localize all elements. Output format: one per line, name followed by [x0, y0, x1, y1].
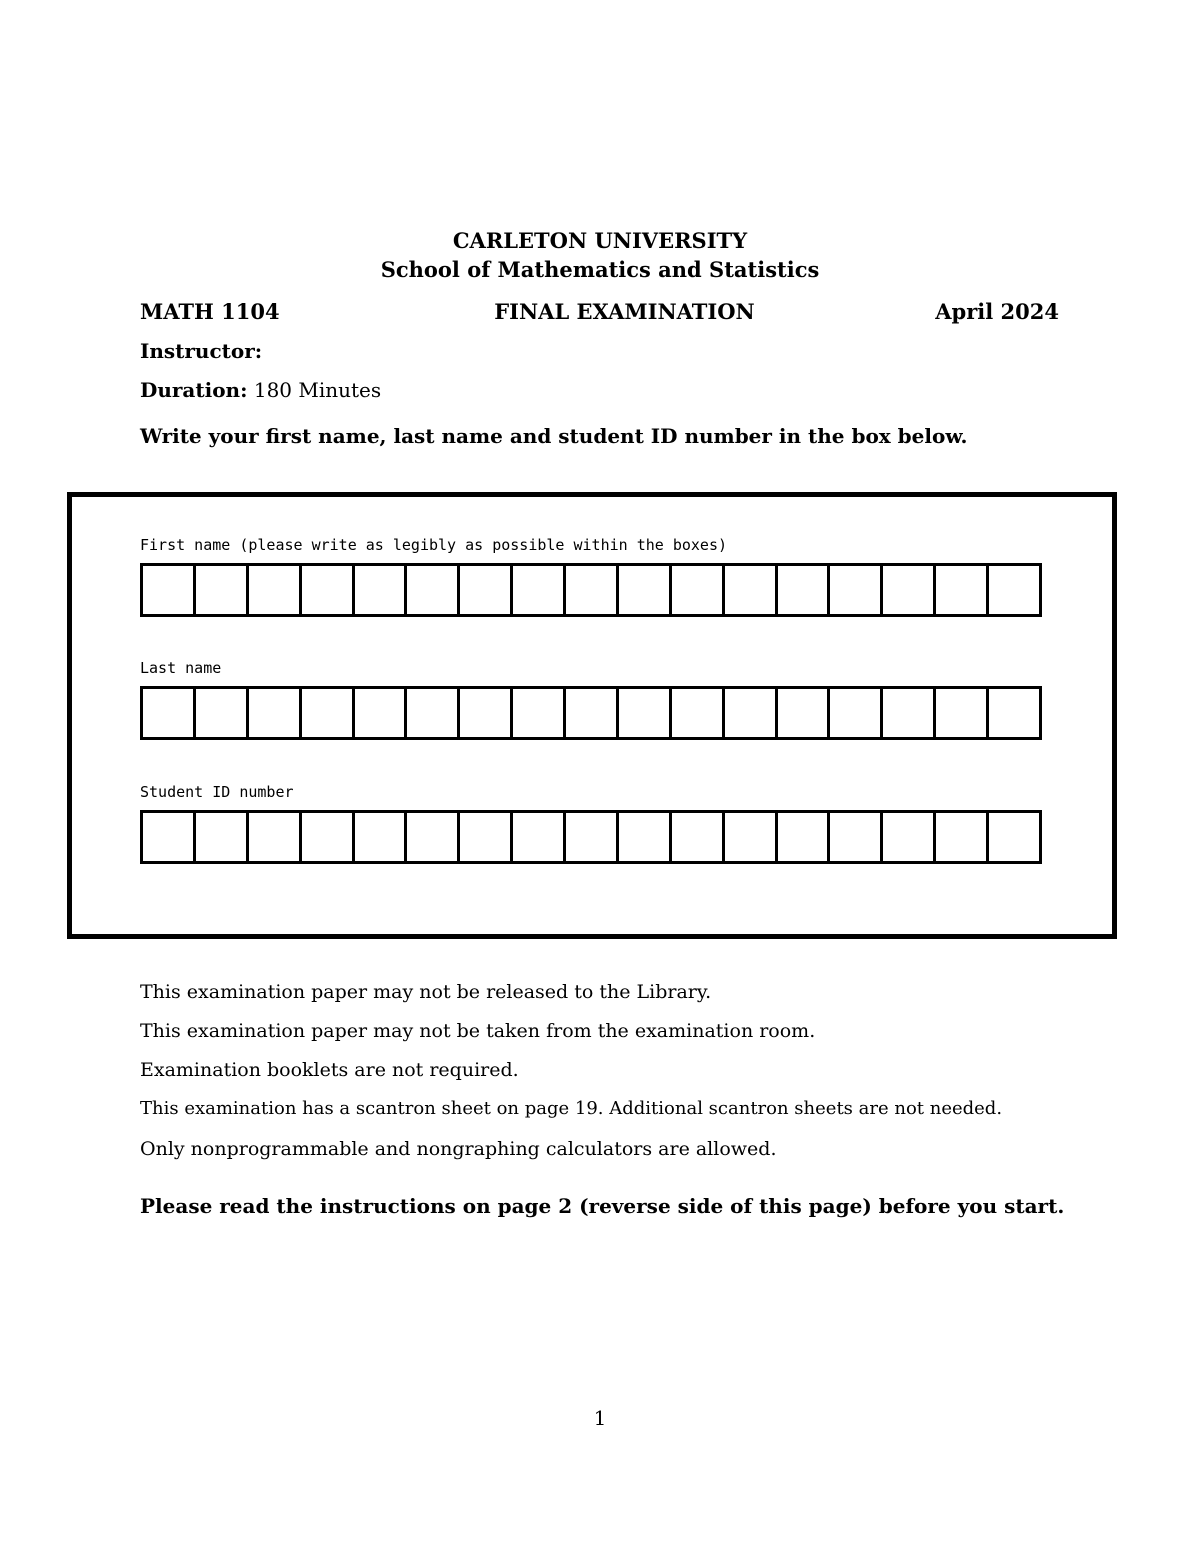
student-id-box[interactable]	[510, 813, 563, 861]
student-id-box[interactable]	[827, 813, 880, 861]
student-id-box[interactable]	[563, 813, 616, 861]
instructor-label: Instructor:	[140, 339, 263, 363]
last-name-label: Last name	[140, 659, 222, 677]
student-id-box[interactable]	[933, 813, 986, 861]
duration-line	[140, 378, 381, 402]
first-name-box[interactable]	[299, 566, 352, 614]
university-name: CARLETON UNIVERSITY	[452, 228, 748, 253]
student-id-box[interactable]	[986, 813, 1039, 861]
first-name-box[interactable]	[352, 566, 405, 614]
first-name-box[interactable]	[722, 566, 775, 614]
first-name-box[interactable]	[404, 566, 457, 614]
first-name-box[interactable]	[933, 566, 986, 614]
school-name: School of Mathematics and Statistics	[380, 257, 820, 282]
student-id-box[interactable]	[669, 813, 722, 861]
student-id-box[interactable]	[193, 813, 246, 861]
first-name-box[interactable]	[510, 566, 563, 614]
last-name-box[interactable]	[986, 689, 1039, 737]
exam-date: April 2024	[935, 299, 1059, 324]
first-name-box[interactable]	[563, 566, 616, 614]
first-name-box[interactable]	[827, 566, 880, 614]
last-name-box[interactable]	[880, 689, 933, 737]
first-name-box[interactable]	[246, 566, 299, 614]
duration-value: 180 Minutes	[253, 378, 382, 402]
final-instruction: Please read the instructions on page 2 (reverse side of this page) before you start.	[140, 1194, 1065, 1218]
student-id-box[interactable]	[143, 813, 193, 861]
student-id-box[interactable]	[299, 813, 352, 861]
last-name-box[interactable]	[404, 689, 457, 737]
last-name-box[interactable]	[246, 689, 299, 737]
duration-label: Duration:	[140, 378, 248, 402]
last-name-box[interactable]	[143, 689, 193, 737]
last-name-box[interactable]	[827, 689, 880, 737]
student-id-box[interactable]	[775, 813, 828, 861]
first-name-box[interactable]	[616, 566, 669, 614]
student-id-label: Student ID number	[140, 783, 294, 801]
first-name-box[interactable]	[880, 566, 933, 614]
first-name-boxes[interactable]	[140, 563, 1042, 617]
student-id-box[interactable]	[246, 813, 299, 861]
student-id-box[interactable]	[457, 813, 510, 861]
exam-type: FINAL EXAMINATION	[494, 299, 755, 324]
first-name-box[interactable]	[143, 566, 193, 614]
student-id-box[interactable]	[352, 813, 405, 861]
last-name-box[interactable]	[669, 689, 722, 737]
last-name-box[interactable]	[457, 689, 510, 737]
first-name-box[interactable]	[986, 566, 1039, 614]
first-name-label: First name (please write as legibly as possible within the boxes)	[140, 536, 727, 554]
note-exam-room: This examination paper may not be taken from the examination room.	[140, 1020, 816, 1042]
first-name-box[interactable]	[775, 566, 828, 614]
write-instruction: Write your first name, last name and student ID number in the box below.	[140, 424, 968, 448]
student-id-box[interactable]	[722, 813, 775, 861]
first-name-box[interactable]	[457, 566, 510, 614]
student-id-box[interactable]	[404, 813, 457, 861]
course-code: MATH 1104	[140, 299, 280, 324]
last-name-box[interactable]	[616, 689, 669, 737]
instructor-line	[140, 339, 262, 363]
last-name-box[interactable]	[933, 689, 986, 737]
note-calculators: Only nonprogrammable and nongraphing calculators are allowed.	[140, 1138, 777, 1160]
student-id-box[interactable]	[616, 813, 669, 861]
last-name-box[interactable]	[352, 689, 405, 737]
student-id-boxes[interactable]	[140, 810, 1042, 864]
last-name-box[interactable]	[722, 689, 775, 737]
note-booklets: Examination booklets are not required.	[140, 1059, 519, 1081]
last-name-box[interactable]	[193, 689, 246, 737]
first-name-box[interactable]	[669, 566, 722, 614]
student-id-box[interactable]	[880, 813, 933, 861]
note-scantron: This examination has a scantron sheet on page 19. Additional scantron sheets are not needed.	[140, 1098, 1003, 1119]
last-name-box[interactable]	[299, 689, 352, 737]
page-number: 1	[593, 1406, 607, 1430]
last-name-box[interactable]	[775, 689, 828, 737]
last-name-boxes[interactable]	[140, 686, 1042, 740]
note-library: This examination paper may not be released to the Library.	[140, 981, 712, 1003]
last-name-box[interactable]	[510, 689, 563, 737]
last-name-box[interactable]	[563, 689, 616, 737]
first-name-box[interactable]	[193, 566, 246, 614]
